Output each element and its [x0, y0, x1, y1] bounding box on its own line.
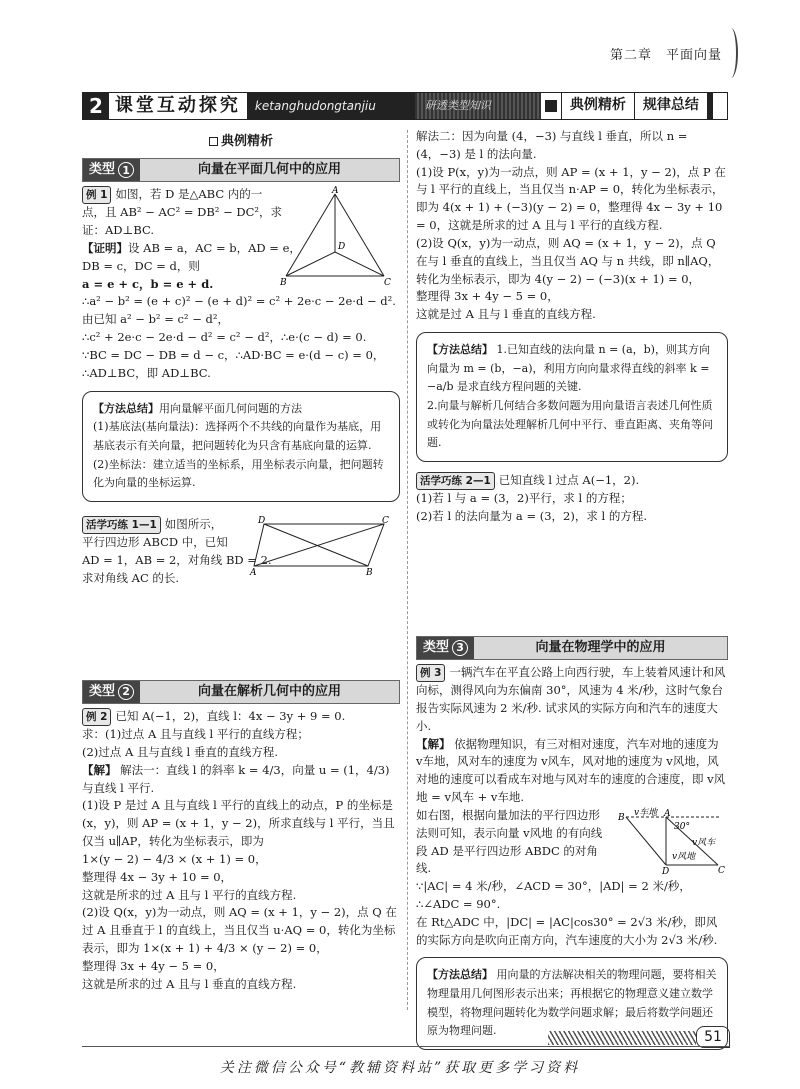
practice-line: (2)若 l 的法向量为 a = (3，2)，求 l 的方程.	[416, 509, 647, 524]
ex1-line: 例 1 如图，若 D 是△ABC 内的一	[82, 186, 400, 204]
solution-line: (2)设 Q(x，y)为一动点，则 AQ = (x + 1，y − 2)，点 Q 在与 l 垂直的直线上，当且仅当 AQ 与 n 共线，即 n∥AQ，转化为坐标表示，即为 4(y − 2) − (−3)(x + 1) = 0，	[416, 235, 720, 286]
header-decoration	[724, 28, 738, 78]
method-summary-1: 【方法总结】用向量解平面几何问题的方法 (1)基底法(基向量法)：选择两个不共线的向量作为基底，用基底表示有关向量，把问题转化为只含有基底向量的运算. (2)坐标法：建立适当的坐标系，用坐标表示向量，把问题转化为向量的坐标运算.	[82, 391, 400, 502]
method-line: (1)基底法(基向量法)：选择两个不共线的向量作为基底，用基底表示有关向量，把问题转化为只含有基底向量的运算.	[93, 420, 382, 452]
blank-space	[416, 526, 728, 630]
practice-line: 求对角线 AC 的长.	[82, 570, 180, 585]
type-tag: 类型 1	[83, 159, 140, 181]
method-line: (2)坐标法：建立适当的坐标系，用坐标表示向量，把问题转化为向量的坐标运算.	[93, 457, 384, 490]
fig-label-d: D	[258, 515, 266, 526]
fig-label-d: D	[662, 866, 670, 877]
example-2	[82, 708, 400, 993]
method-summary-3: 【方法总结】 用向量的方法解决相关的物理问题，要将相关物理量用几何图形表示出来；再根据它的物理意义建立数学模型，将物理问题转化为数学问题求解；最后将数学问题还原为物理问题.	[416, 957, 728, 1050]
banner-slogan: 研透类型知识	[415, 93, 541, 119]
solution-line: (1)设 P 是过 A 且与直线 l 平行的直线上的动点，P 的坐标是 (x，y)，则 AP = (x + 1，y − 2)，所求直线与 l 平行，当且仅当 u∥AP，转化为坐标表示，即为	[82, 798, 395, 849]
banner-tab-examples: 典例精析	[561, 93, 634, 119]
column-divider	[407, 130, 408, 1010]
fig-label-b: B	[618, 812, 625, 823]
type-label: 向量在物理学中的应用	[535, 639, 666, 655]
example-1	[82, 186, 400, 382]
square-icon	[545, 100, 557, 112]
type-tag: 类型 3	[417, 637, 474, 659]
solution-line: 【解】 依据物理知识，有三对相对速度，汽车对地的速度为 v车地，风对车的速度为 v风车，风对地的速度为 v风地，风对地的速度可以看成车对地与风对车的速度的合速度，即 v风地 = v风车 + v车地.	[416, 736, 726, 805]
footer-rule	[82, 1046, 730, 1047]
type1-bar	[82, 158, 400, 182]
method-line: 2.向量与解析几何结合多数问题为用向量语言表述几何性质或转化为向量法处理解析几何中平行、垂直距离、夹角等问题.	[427, 399, 713, 450]
ex1-line: 证：AD⊥BC.	[82, 223, 155, 238]
solution-line: 这就是所求的过 A 且与 l 平行的直线方程.	[82, 887, 297, 902]
solution-line: ∵|AC| = 4 米/秒，∠ACD = 30°，|AD| = 2 米/秒，	[416, 879, 691, 894]
example-3	[416, 664, 728, 949]
solution-line: 整理得 3x + 4y − 5 = 0，	[416, 289, 559, 304]
proof-line: 由已知 a² − b² = c² − d²，	[82, 312, 229, 327]
fig-label-d: D	[338, 242, 346, 253]
fig-label-c: C	[718, 865, 725, 876]
proof-line: 【证明】设 AB = a，AC = b，AD = e，	[82, 241, 301, 256]
example-badge: 例 2	[82, 708, 111, 726]
proof-line: DB = c，DC = d，则	[82, 258, 200, 273]
chapter-header: 第二章 平面向量	[609, 48, 722, 63]
figure-wrap	[416, 807, 728, 878]
solution-line: (1)设 P(x，y)为一动点，则 AP = (x + 1，y − 2)，点 P 在与 l 平行的直线上，当且仅当 n·AP = 0，转化为坐标表示，即为 4(x + 1) + (−3)(y − 2) = 0，整理得 4x − 3y + 10 = 0，这就是所求的过 A 且与 l 平行的直线方程.	[416, 164, 726, 233]
section-banner	[82, 92, 728, 120]
proof-line: a = e + c，b = e + d.	[82, 276, 214, 291]
ex2-line: 求：(1)过点 A 且与直线 l 平行的直线方程；	[82, 727, 309, 742]
ex3-line: 例 3 一辆汽车在平直公路上向西行驶，车上装着风速计和风向标，测得风向为东偏南 30°，风速为 4 米/秒，这时气象台报告实际风速为 2 米/秒. 试求风的实际方向和汽车的速度大小.	[416, 664, 726, 733]
banner-tab-summary: 规律总结	[634, 93, 713, 119]
fig-label-c: C	[382, 515, 389, 526]
left-column	[82, 128, 400, 993]
footer-note: 关注微信公众号“教辅资料站”获取更多学习资料	[219, 1060, 581, 1076]
practice-line: (1)若 l 与 a = (3，2)平行，求 l 的方程；	[416, 491, 632, 506]
fig-v-fc: v风车	[692, 837, 716, 848]
banner-title: 课堂互动探究	[114, 95, 241, 117]
ex2-line: 例 2 已知 A(−1，2)，直线 l：4x − 3y + 9 = 0.	[82, 708, 400, 726]
proof-line: ∴AD⊥BC，即 AD⊥BC.	[82, 365, 211, 380]
type-label: 向量在平面几何中的应用	[198, 162, 342, 178]
fig-label-a: A	[664, 808, 671, 819]
method-summary-2: 【方法总结】 1.已知直线的法向量 n = (a，b)，则其方向向量为 m = (b，−a)，利用方向向量求得直线的斜率 k = −a/b 是求直线方程问题的关键. 2.向量与解析几何结合多数问题为用向量语言表述几何性质或转化为向量法处理解析几何中平行、垂直距离、夹角等问题.	[416, 332, 728, 462]
fig-label-c: C	[384, 278, 391, 289]
practice-line: AD = 1，AB = 2，对角线 BD = 2.	[82, 553, 272, 568]
proof-line: ∴c² + 2e·c − 2e·d − d² = c² − d²，∴e·(c − d) = 0.	[82, 330, 367, 345]
solution-line: 整理得 3x + 4y − 5 = 0，	[82, 958, 225, 973]
proof-line: ∴a² − b² = (e + c)² − (e + d)² = c² + 2e·c − 2e·d − d².	[82, 294, 396, 309]
solution-line: 1×(y − 2) − 4/3 × (x + 1) = 0，	[82, 851, 267, 866]
practice-badge: 活学巧练 2—1	[416, 472, 495, 490]
triangle-figure	[280, 186, 391, 289]
right-column	[416, 128, 728, 1058]
solution-line: 解法二：因为向量 (4，−3) 与直线 l 垂直，所以 n = (4，−3) 是 l 的法向量.	[416, 129, 688, 161]
practice-2	[416, 472, 728, 526]
solution-line: 整理得 4x − 3y + 10 = 0，	[82, 869, 233, 884]
practice-badge: 活学巧练 1—1	[82, 516, 161, 534]
ex1-line: 点，且 AB² − AC² = DB² − DC²，求	[82, 205, 282, 220]
solution-method-2	[416, 128, 728, 324]
page-number: 51	[696, 1026, 730, 1048]
banner-pinyin: ketanghudongtanjiu	[247, 93, 415, 119]
solution-line: ∴∠ADC = 90°.	[416, 896, 501, 911]
solution-line: 在 Rt△ADC 中，|DC| = |AC|cos30° = 2√3 米/秒，即风的实际方向是吹向正南方向，汽车速度的大小为 2√3 米/秒.	[416, 914, 718, 947]
fig-label-a: A	[250, 567, 257, 578]
banner-number: 2	[83, 93, 109, 119]
fig-v-cd: v车地	[634, 807, 658, 818]
ex2-line: (2)过点 A 且与直线 l 垂直的直线方程.	[82, 745, 279, 760]
proof-line: ∵BC = DC − DB = d − c，∴AD·BC = e·(d − c) = 0，	[82, 347, 385, 362]
solution-line: 这就是过 A 且与 l 垂直的直线方程.	[416, 307, 596, 322]
type2-bar	[82, 680, 400, 704]
parallelogram-figure	[250, 516, 390, 576]
example-badge: 例 1	[82, 186, 111, 204]
practice-line: 平行四边形 ABCD 中，已知	[82, 535, 228, 550]
fig-label-b: B	[366, 567, 373, 578]
section-heading: 典例精析	[82, 132, 400, 152]
footer-decoration	[548, 1031, 696, 1045]
type-tag: 类型 2	[83, 681, 140, 703]
solution-line: 【解】 解法一：直线 l 的斜率 k = 4/3，向量 u = (1，4/3) 与直线 l 平行.	[82, 762, 390, 795]
blank-space	[82, 604, 400, 674]
practice-line: 活学巧练 2—1 已知直线 l 过点 A(−1，2).	[416, 472, 728, 490]
square-icon	[209, 137, 218, 146]
solution-line: 如右图，根据向量加法的平行四边形法则可知，表示向量 v风地 的有向线段 AD 是平行四边形 ABDC 的对角线.	[416, 807, 603, 876]
fig-label-b: B	[280, 278, 287, 289]
fig-angle: 30°	[674, 821, 690, 832]
practice-1	[82, 516, 400, 604]
fig-label-a: A	[332, 186, 339, 197]
velocity-figure	[618, 809, 728, 875]
type-label: 向量在解析几何中的应用	[198, 683, 342, 699]
practice-line: 活学巧练 1—1 如图所示，	[82, 516, 400, 534]
solution-line: (2)设 Q(x，y)为一动点，则 AQ = (x + 1，y − 2)，点 Q 在过 A 且垂直于 l 的直线上，当且仅当 u·AQ = 0，转化为坐标表示，即为 1×(x + 1) + 4/3 × (y − 2) = 0，	[82, 905, 397, 955]
solution-line: 这就是所求的过 A 且与 l 垂直的直线方程.	[82, 976, 297, 991]
type3-bar	[416, 636, 728, 660]
fig-v-fd: v风地	[672, 851, 696, 862]
example-badge: 例 3	[416, 664, 445, 682]
